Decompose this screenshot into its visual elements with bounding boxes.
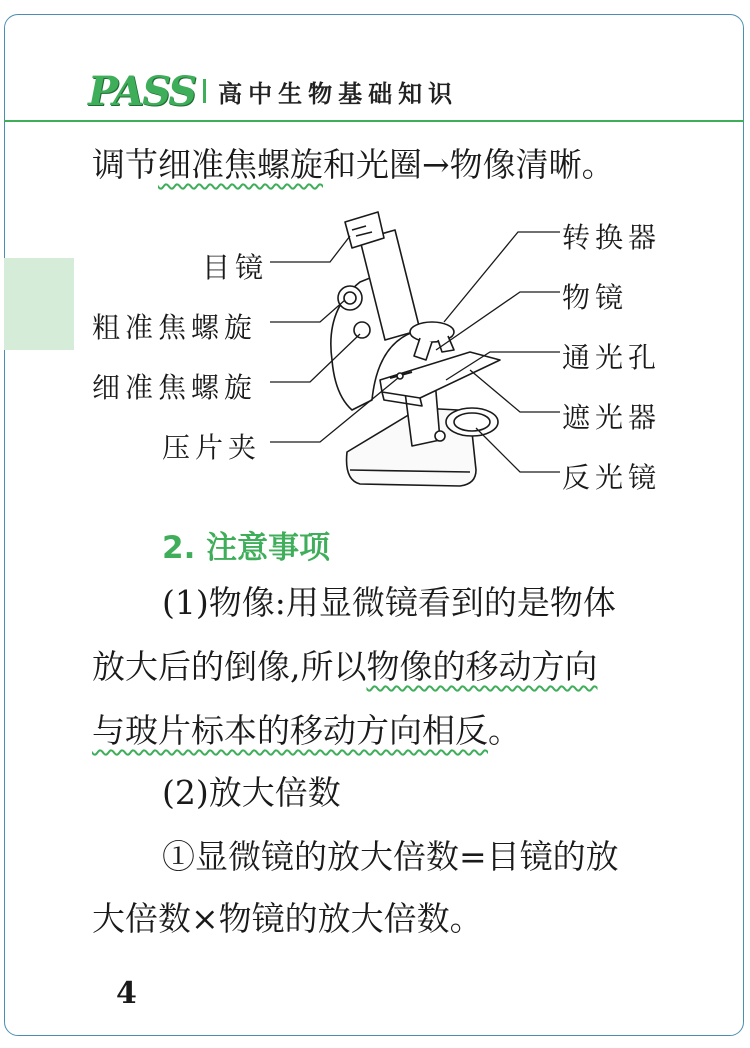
- label-stage-clip: 压片夹: [162, 431, 262, 464]
- item1-line2-plain: 放大后的倒像,所以: [92, 647, 367, 686]
- objective: [414, 338, 432, 360]
- section-heading: 2. 注意事项: [162, 530, 331, 566]
- item2-title: (2)放大倍数: [162, 773, 341, 812]
- item1-line2: [92, 648, 598, 686]
- book-title: 高中生物基础知识: [218, 79, 459, 108]
- label-diaphragm: 遮光器: [562, 401, 662, 434]
- page-header: [88, 66, 458, 116]
- intro-wavy: 细准焦螺旋: [158, 145, 323, 184]
- fine-knob: [354, 322, 370, 338]
- pass-logo: PASS: [88, 67, 196, 115]
- label-nosepiece: 转换器: [562, 221, 662, 254]
- item1-line3-wavy: 与玻片标本的移动方向相反: [92, 711, 488, 750]
- coarse-knob: [338, 286, 362, 310]
- intro-line: [92, 146, 615, 184]
- item1-line1: (1)物像:用显微镜看到的是物体: [162, 583, 616, 622]
- item1-line2-wavy: 物像的移动方向: [366, 647, 598, 686]
- page-number: 4: [116, 976, 137, 1011]
- microscope-diagram: [260, 200, 580, 500]
- label-objective: 物镜: [562, 281, 629, 314]
- item2-line2: 大倍数×物镜的放大倍数。: [92, 899, 483, 938]
- label-fine-focus: 细准焦螺旋: [92, 371, 258, 404]
- item1-line3-end: 。: [488, 711, 521, 750]
- intro-pre: 调节: [92, 145, 158, 184]
- label-stage-hole: 通光孔: [562, 341, 662, 374]
- side-tab: [4, 258, 74, 350]
- item2-line1: ①显微镜的放大倍数=目镜的放: [162, 837, 619, 876]
- label-mirror: 反光镜: [562, 461, 662, 494]
- label-coarse-focus: 粗准焦螺旋: [92, 311, 258, 344]
- item1-line3: [92, 712, 521, 750]
- header-divider: [203, 79, 206, 103]
- label-eyepiece: 目镜: [202, 251, 269, 284]
- intro-post: 和光圈→物像清晰。: [323, 145, 615, 184]
- header-rule: [4, 120, 744, 122]
